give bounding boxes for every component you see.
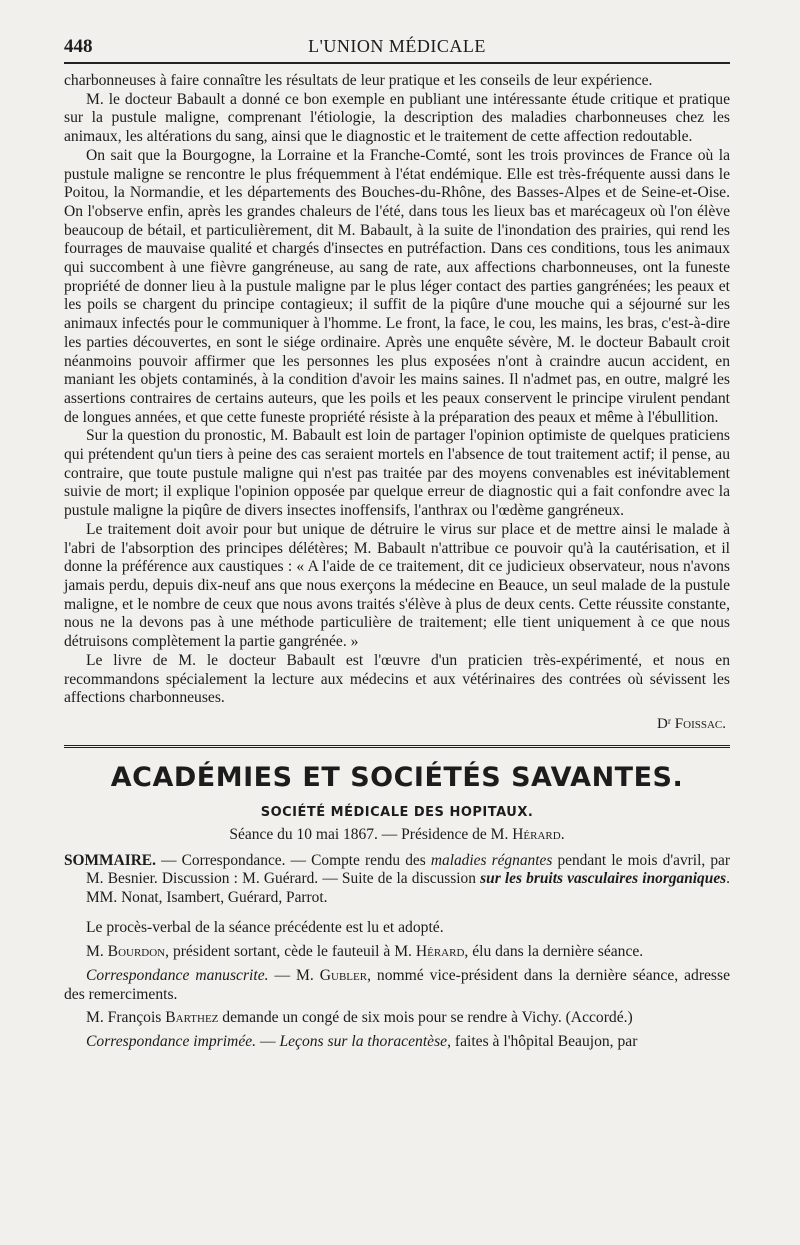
session-minutes: [64, 919, 730, 1051]
article-paragraph: M. le docteur Babault a donné ce bon exemple en publiant une intéressante étude critique et pratique sur la pustule maligne, comprenant l'étiologie, la description des maladies charbonneuses chez les animaux, les altérations du sang, ainsi que le diagnostic et le traitement de cette affection redoutable.: [64, 90, 730, 146]
person-name: Bourdon: [107, 943, 166, 961]
article-paragraph: Sur la question du pronostic, M. Babault est loin de partager l'opinion optimiste de quelques praticiens qui prétendent qu'un tiers à peine des cas seraient mortels en l'absence de tout traitement actif; il pense, au contraire, que toute pustule maligne qui n'est pas traitée par des moyens convenables est inévitablement suivie de mort; il explique l'opinion opposée par quelque erreur de diagnostic qui a fait confondre avec la pustule maligne la piqûre de divers insectes inoffensifs, l'anthrax ou l'œdème gangréneux.: [64, 427, 730, 520]
signature-name: Foissac.: [674, 715, 726, 732]
person-name: Barthez: [165, 1009, 219, 1027]
page-number: 448: [64, 36, 93, 57]
summary-text: . MM. Nonat, Isambert, Guérard, Parrot.: [86, 870, 730, 906]
session-summary: [64, 852, 730, 908]
minutes-text: M. François: [86, 1009, 166, 1027]
summary-italic: sur les bruits vasculaires inorganiques: [480, 870, 727, 888]
minutes-italic: Correspondance imprimée.: [86, 1032, 257, 1050]
article-body: [64, 72, 730, 708]
summary-text: pendant le mois d'avril, par M. Besnier. Discussion : M. Guérard. — Suite de la discussion: [86, 851, 730, 888]
minutes-text: , élu dans la dernière séance.: [464, 943, 644, 961]
person-name: Gubler: [319, 966, 368, 984]
session-prefix: Séance du 10 mai 1867. — Présidence de M.: [229, 825, 513, 843]
section-divider: [64, 745, 730, 748]
minutes-text: demande un congé de six mois pour se rendre à Vichy. (Accordé.): [218, 1009, 633, 1027]
person-name: Hérard: [415, 943, 465, 961]
summary-text: — Correspondance. — Compte rendu des: [155, 851, 431, 869]
minutes-text: —: [256, 1032, 280, 1050]
summary-italic: maladies régnantes: [430, 851, 553, 869]
signature-prefix: Dʳ: [656, 715, 675, 732]
running-head: [64, 36, 730, 64]
session-president: Hérard.: [512, 825, 565, 843]
minutes-italic: Leçons sur la thoracentèse: [279, 1032, 448, 1050]
session-line: [64, 826, 730, 844]
minutes-text: , faites à l'hôpital Beaujon, par: [447, 1032, 638, 1050]
minutes-paragraph: [64, 1009, 730, 1028]
article-paragraph: On sait que la Bourgogne, la Lorraine et la Franche-Comté, sont les trois provinces de France où la pustule maligne se rencontre le plus fréquemment à l'état endémique. Elle est très-fréquente aussi dans le Poitou, la Normandie, et les départements des Bouches-du-Rhône, des Basses-Alpes et de Seine-et-Oise. On l'observe enfin, après les grandes chaleurs de l'été, dans tous les lieux bas et marécageux où l'on élève beaucoup de bétail, et particulièrement, dit M. Babault, à la suite de l'inondation des prairies, qui rend les fourrages de mauvaise qualité et chargés d'insectes en putréfaction. Dans ces conditions, tous les animaux qui succombent à une fièvre gangréneuse, au sang de rate, aux affections charbonneuses, ont la funeste propriété de donner lieu à la pustule maligne par le plus léger contact des parties gangrénées; les peaux et les poils se chargent du principe contagieux; il suffit de la piqûre d'une mouche qui a séjourné sur les animaux infectés pour le communiquer à l'homme. Le front, la face, le cou, les mains, les bras, c'est-à-dire les parties découvertes, en sont le siége ordinaire. Après une enquête sévère, M. le docteur Babault croit néanmoins pouvoir affirmer que les personnes les plus exposées n'ont à craindre aucun accident, en maniant les objets contaminés, à la condition d'avoir les mains saines. Il n'admet pas, en outre, malgré les assertions contraires de certains auteurs, que les poils et les peaux conservent le principe virulent pendant de longues années, et que cette funeste propriété résiste à la préparation des peaux et même à l'ébullition.: [64, 146, 730, 426]
minutes-paragraph: [64, 967, 730, 1004]
article-paragraph: charbonneuses à faire connaître les résultats de leur pratique et les conseils de leur expérience.: [64, 72, 653, 89]
article-paragraph: Le livre de M. le docteur Babault est l'œuvre d'un praticien très-expérimenté, et nous en recommandons spécialement la lecture aux médecins et aux vétérinaires des contrées où sévissent les affections charbonneuses.: [64, 651, 730, 707]
minutes-paragraph: [64, 1033, 730, 1052]
minutes-text: — M.: [268, 966, 320, 984]
minutes-italic: Correspondance manuscrite.: [86, 966, 269, 984]
author-signature: [64, 716, 726, 733]
society-title: SOCIÉTÉ MÉDICALE DES HOPITAUX.: [260, 804, 534, 820]
section-title: ACADÉMIES ET SOCIÉTÉS SAVANTES.: [110, 761, 684, 793]
minutes-text: , nommé vice-président dans la dernière séance, adresse des remerciments.: [64, 966, 730, 1003]
summary-label: SOMMAIRE.: [64, 851, 156, 869]
minutes-paragraph: Le procès-verbal de la séance précédente est lu et adopté.: [86, 919, 444, 937]
journal-title: L'UNION MÉDICALE: [308, 36, 486, 56]
minutes-paragraph: M. Bourdon, président sortant, cède le fauteuil à M. Hérard, élu dans la dernière séance.: [86, 943, 644, 961]
article-paragraph: Le traitement doit avoir pour but unique de détruire le virus sur place et de mettre ainsi le malade à l'abri de l'absorption des principes délétères; M. Babault n'attribue ce pouvoir qu'à la cautérisation, et il donne la préférence aux caustiques : « A l'aide de ce traitement, dit ce judicieux observateur, nous n'avons jamais perdu, depuis dix-neuf ans que nous exerçons la médecine en Beauce, un seul malade de la pustule maligne, et le nombre de ceux que nous avons traités s'élève à plus de deux cents. Cette réussite constante, nous ne la devons pas à une méthode particulière de traitement; elle tient uniquement à ce que nous détruisons complètement la partie gangrénée. »: [64, 520, 730, 651]
minutes-text: , président sortant, cède le fauteuil à M.: [165, 943, 416, 961]
